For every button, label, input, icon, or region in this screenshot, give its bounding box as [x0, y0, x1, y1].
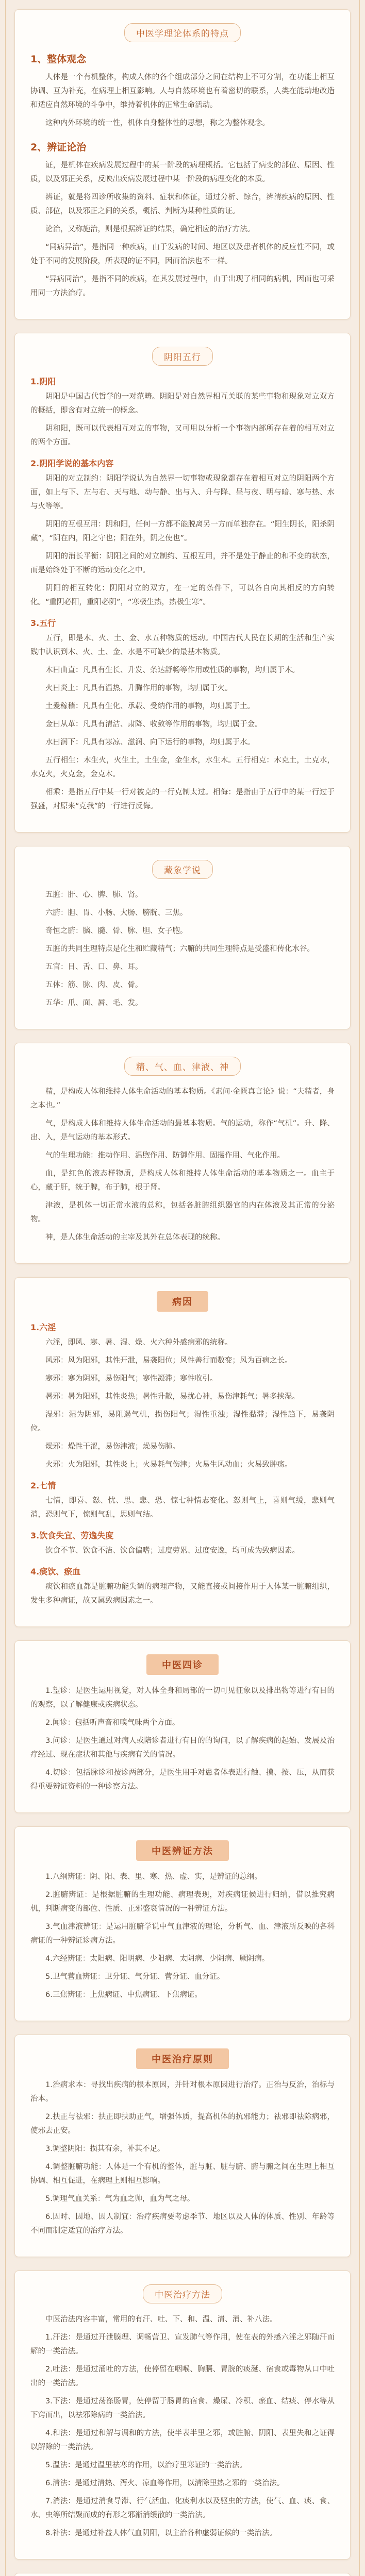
paragraph: 相乘：是指五行中某一行对被克的一行克制太过。相侮：是指由于五行中的某一行过于强盛，对原来“克我”的一行进行反侮。: [30, 788, 335, 810]
paragraph: 五华：爪、面、唇、毛、发。: [45, 999, 143, 1007]
paragraph: 辨证，就是将四诊所收集的资料、症状和体征，通过分析、综合，辨清疾病的原因、性质、部位，以及邪正之间的关系，概括、判断为某种性质的证。: [30, 193, 335, 215]
section-card: [14, 2573, 351, 2576]
paragraph: 2.脏腑辨证：是根据脏腑的生理功能、病理表现，对疾病证候进行归纳，借以推究病机，判断病变的部位、性质、正邪盛衰情况的一种辨证方法。: [30, 1891, 335, 1913]
section-title: 中医学理论体系的特点: [124, 23, 241, 42]
subsection-heading: 4.痰饮、瘀血: [30, 1567, 81, 1577]
paragraph: 五行相生：木生火，火生土，土生金，金生水，水生木。五行相克：木克土，土克水，水克火，火克金，金克木。: [30, 756, 335, 778]
paragraph: 1.八纲辨证：阴、阳、表、里、寒、热、虚、实，是辨证的总纲。: [45, 1873, 262, 1881]
paragraph: 3.调整阴阳：损其有余，补其不足。: [45, 2145, 165, 2153]
section-header: [30, 23, 335, 42]
paragraph: 2.吐法：是通过涌吐的方法，使停留在咽喉、胸膈、胃脘的痰涎、宿食或毒物从口中吐出的一类治法。: [30, 2365, 335, 2387]
paragraph: 8.补法：是通过补益人体气血阴阳，以主治各种虚弱证候的一类治法。: [45, 2529, 277, 2537]
paragraph: 痰饮和瘀血都是脏腑功能失调的病理产物，又能直接或间接作用于人体某一脏腑组织，发生多种病证，故又属致病因素之一。: [30, 1583, 335, 1605]
paragraph: 奇恒之腑：脑、髓、骨、脉、胆、女子胞。: [45, 927, 188, 935]
paragraph: 1.汗法：是通过开泄腠理、调畅营卫、宣发肺气等作用，使在表的外感六淫之邪随汗而解的一类治法。: [30, 2333, 335, 2355]
section-header: [30, 2048, 335, 2069]
paragraph: 中医治法内容丰富，常用的有汗、吐、下、和、温、清、消、补八法。: [45, 2315, 277, 2324]
paragraph: 5.温法：是通过温里祛寒的作用，以治疗里寒证的一类治法。: [45, 2461, 247, 2469]
section-title: 阴阳五行: [152, 347, 213, 366]
paragraph: 6.清法：是通过清热、泻火、凉血等作用，以清除里热之邪的一类治法。: [45, 2479, 285, 2487]
paragraph: 木曰曲直：凡具有生长、升发、条达舒畅等作用或性质的事物，均归属于木。: [45, 666, 300, 674]
section-card: [14, 2035, 351, 2257]
paragraph: 阴阳的对立制约：阴阳学说认为自然界一切事物或现象都存在着相互对立的阴阳两个方面，如上与下、左与右、天与地、动与静、出与入、升与降、昼与夜、明与暗、寒与热、水与火等等。: [30, 474, 335, 511]
section-header: [30, 1291, 335, 1312]
paragraph: 1.治病求本：寻找出疾病的根本原因，并针对根本原因进行治疗。正治与反治，治标与治本。: [30, 2081, 335, 2103]
paragraph: 3.气血津液辨证：是运用脏腑学说中气血津液的理论，分析气、血、津液所反映的各科病证的一种辨证诊病方法。: [30, 1923, 335, 1945]
section-card: [14, 1640, 351, 1813]
section-title: 中医辨证方法: [136, 1840, 229, 1861]
section-heading: 2、辨证论治: [30, 142, 87, 153]
subsection-heading: 3.饮食失宜、劳逸失度: [30, 1531, 114, 1540]
section-card: [14, 333, 351, 833]
section-heading: 1、整体观念: [30, 54, 87, 65]
section-header: [30, 1654, 335, 1675]
subsection-heading: 1.阴阳: [30, 377, 56, 386]
subsection-heading: 3.五行: [30, 618, 56, 628]
section-title: 中医四诊: [146, 1654, 219, 1675]
paragraph: “同病异治”，是指同一种疾病，由于发病的时间、地区以及患者机体的反应性不同，或处于不同的发展阶段，所表现的证不同，因而治法也不一样。: [30, 243, 335, 265]
paragraph: 五脏：肝、心、脾、肺、肾。: [45, 891, 143, 899]
paragraph: 论治，又称施治，则是根据辨证的结果，确定相应的治疗方法。: [45, 225, 255, 233]
paragraph: 水曰润下：凡具有寒凉、滋润、向下运行的事物，均归属于水。: [45, 738, 255, 747]
paragraph: 4.切诊：包括脉诊和按诊两部分，是医生用手对患者体表进行触、摸、按、压，从而获得重要辨证资料的一种诊察方法。: [30, 1769, 335, 1791]
section-title: 病因: [157, 1291, 208, 1312]
paragraph: 这种内外环境的统一性，机体自身整体性的思想，称之为整体观念。: [45, 119, 270, 127]
paragraph: 2.扶正与祛邪：扶正即扶助正气，增强体质，提高机体的抗邪能力；祛邪即祛除病邪，使邪去正安。: [30, 2113, 335, 2135]
paragraph: 气，是构成人体和维持人体生命活动的最基本物质。气的运动，称作“气机”。升、降、出、入，是气运动的基本形式。: [30, 1120, 335, 1142]
paragraph: 六淫，即风、寒、暑、湿、燥、火六种外感病邪的统称。: [45, 1338, 233, 1347]
paragraph: 风邪：风为阳邪，其性开泄，易袭阳位；风性善行而数变；风为百病之长。: [45, 1357, 292, 1365]
paragraph: 3.下法：是通过荡涤肠胃，使停留于肠胃的宿食、燥屎、冷积、瘀血、结痰、停水等从下窍而出，以祛邪除病的一类治法。: [30, 2397, 335, 2419]
paragraph: 金曰从革：凡具有清洁、肃降、收敛等作用的事物，均归属于金。: [45, 720, 262, 728]
section-header: [30, 1840, 335, 1861]
paragraph: 证，是机体在疾病发展过程中的某一阶段的病理概括。它包括了病变的部位、原因、性质，以及邪正关系，反映出疾病发展过程中某一阶段的病理变化的本质。: [30, 161, 335, 183]
section-card: [14, 1043, 351, 1264]
paragraph: 阴和阳，既可以代表相互对立的事物，又可用以分析一个事物内部所存在着的相互对立的两个方面。: [30, 425, 335, 447]
paragraph: 神，是人体生命活动的主宰及其外在总体表现的统称。: [45, 1233, 225, 1242]
paragraph: 寒邪：寒为阴邪，易伤阳气；寒性凝滞；寒性收引。: [45, 1375, 218, 1383]
subsection-heading: 2.阴阳学说的基本内容: [30, 459, 114, 468]
paragraph: 4.六经辨证：太阳病、阳明病、少阳病、太阴病、少阴病、厥阴病。: [45, 1955, 270, 1963]
paragraph: 精，是构成人体和维持人体生命活动的基本物质。《素问·金匮真言论》说：“夫精者，身之本也。”: [30, 1088, 335, 1110]
section-body: [30, 1085, 335, 1245]
section-header: [30, 2284, 335, 2303]
paragraph: 6.因时、因地、因人制宜：治疗疾病要考虑季节、地区以及人体的体质、性别、年龄等不同而制定适宜的治疗方法。: [30, 2213, 335, 2235]
paragraph: 4.调整脏腑功能：人体是一个有机的整体，脏与脏、脏与腑、腑与腑之间在生理上相互协调、相互促进，在病理上则相互影响。: [30, 2163, 335, 2185]
section-card: [14, 9, 351, 319]
section-card: [14, 846, 351, 1029]
paragraph: 5.调理气血关系：气为血之帅，血为气之母。: [45, 2195, 195, 2203]
section-header: [30, 1057, 335, 1076]
section-header: [30, 347, 335, 366]
section-title: 精、气、血、津液、神: [124, 1057, 241, 1076]
section-body: [30, 2078, 335, 2238]
section-card: [14, 2270, 351, 2560]
section-body: [30, 888, 335, 1010]
section-title: 中医治疗原则: [136, 2048, 229, 2069]
paragraph: 饮食不节、饮食不洁、饮食偏嗜；过度劳累、过度安逸，均可成为致病因素。: [45, 1547, 300, 1555]
section-body: [30, 1870, 335, 2002]
subsection-heading: 1.六淫: [30, 1323, 56, 1332]
subsection-heading: 2.七情: [30, 1481, 56, 1490]
paragraph: 五官：目、舌、口、鼻、耳。: [45, 963, 143, 971]
paragraph: 阴阳的互根互用：阴和阳，任何一方都不能脱离另一方而单独存在。“阳生阴长，阳杀阴藏”，“阴在内，阳之守也；阳在外，阴之使也”。: [30, 520, 335, 543]
left-border-line: [5, 0, 6, 2576]
paragraph: 阴阳是中国古代哲学的一对范畴。阴阳是对自然界相互关联的某些事物和现象对立双方的概括，即含有对立统一的概念。: [30, 393, 335, 415]
paragraph: 火曰炎上：凡具有温热、升腾作用的事物，均归属于火。: [45, 684, 233, 692]
section-title: 藏象学说: [152, 860, 213, 879]
paragraph: 气的生理功能：推动作用、温煦作用、防御作用、固摄作用、气化作用。: [45, 1151, 285, 1160]
section-card: [14, 1277, 351, 1627]
section-body: [30, 52, 335, 300]
section-body: [30, 1321, 335, 1608]
paragraph: 5.卫气营血辨证：卫分证、气分证、营分证、血分证。: [45, 1973, 225, 1981]
paragraph: 6.三焦辨证：上焦病证、中焦病证、下焦病证。: [45, 1991, 202, 1999]
paragraph: 阴阳的相互转化：阴阳对立的双方，在一定的条件下，可以各自向其相反的方向转化。“重阴必阳，重阳必阴”，“寒极生热，热极生寒”。: [30, 584, 335, 606]
paragraph: 3.问诊：是医生通过对病人或陪诊者进行有目的的询问，以了解疾病的起始、发展及治疗经过、现在症状和其他与疾病有关的情况。: [30, 1737, 335, 1759]
right-border-line: [359, 0, 360, 2576]
section-body: [30, 375, 335, 814]
section-body: [30, 2313, 335, 2540]
paragraph: 土爰稼穑：凡具有生化、承载、受纳作用的事物，均归属于土。: [45, 702, 255, 710]
paragraph: 燥邪：燥性干涩，易伤津液；燥易伤肺。: [45, 1443, 180, 1451]
paragraph: 血，是红色的液态样物质，是构成人体和维持人体生命活动的基本物质之一。血主于心，藏于肝，统于脾，布于肺，根于肾。: [30, 1170, 335, 1192]
paragraph: 阴阳的消长平衡：阴阳之间的对立制约、互根互用，并不是处于静止的和不变的状态，而是始终处于不断的运动变化之中。: [30, 552, 335, 574]
paragraph: 2.闻诊：包括听声音和嗅气味两个方面。: [45, 1719, 180, 1727]
section-header: [30, 860, 335, 879]
paragraph: 暑邪：暑为阳邪，其性炎热；暑性升散，易扰心神，易伤津耗气；暑多挟湿。: [45, 1393, 300, 1401]
paragraph: 津液，是机体一切正常水液的总称，包括各脏腑组织器官的内在体液及其正常的分泌物。: [30, 1201, 335, 1224]
paragraph: 火邪：火为阳邪，其性炎上；火易耗气伤津；火易生风动血；火易致肿疡。: [45, 1461, 292, 1469]
paragraph: 1.望诊：是医生运用视觉，对人体全身和局部的一切可见征象以及排出物等进行有目的的观察，以了解健康或疾病状态。: [30, 1687, 335, 1709]
paragraph: “异病同治”，是指不同的疾病，在其发展过程中，由于出现了相同的病机，因而也可采用同一方法治疗。: [30, 275, 335, 297]
paragraph: 人体是一个有机整体，构成人体的各个组成部分之间在结构上不可分割，在功能上相互协调、互为补充，在病理上相互影响。人与自然环境也有着密切的联系，人类在能动地改造和适应自然环境的斗争中，维持着机体的正常生命活动。: [30, 73, 335, 109]
section-body: [30, 1684, 335, 1794]
paragraph: 五脏的共同生理特点是化生和贮藏精气；六腑的共同生理特点是受盛和传化水谷。: [45, 945, 314, 953]
article-sections: [0, 9, 365, 2576]
paragraph: 七情，即喜、怒、忧、思、悲、恐、惊七种情志变化。怒则气上，喜则气缓，悲则气消，恐则气下，惊则气乱，思则气结。: [30, 1497, 335, 1519]
paragraph: 五行，即是木、火、土、金、水五种物质的运动。中国古代人民在长期的生活和生产实践中认识到木、火、土、金、水是不可缺少的最基本物质。: [30, 634, 335, 656]
paragraph: 五体：筋、脉、肉、皮、骨。: [45, 981, 143, 989]
section-card: [14, 1826, 351, 2021]
paragraph: 7.消法：是通过消食导滞、行气活血、化痰利水以及驱虫的方法，使气、血、痰、食、水、虫等所结聚而成的有形之邪渐消缓散的一类治法。: [30, 2497, 335, 2519]
paragraph: 4.和法：是通过和解与调和的方法，使半表半里之邪，或脏腑、阴阳、表里失和之证得以解除的一类治法。: [30, 2429, 335, 2451]
section-title: 中医治疗方法: [143, 2284, 222, 2303]
paragraph: 六腑：胆、胃、小肠、大肠、膀胱、三焦。: [45, 909, 188, 917]
paragraph: 湿邪：湿为阴邪，易阻遏气机，损伤阳气；湿性重浊；湿性黏滞；湿性趋下，易袭阴位。: [30, 1411, 335, 1433]
